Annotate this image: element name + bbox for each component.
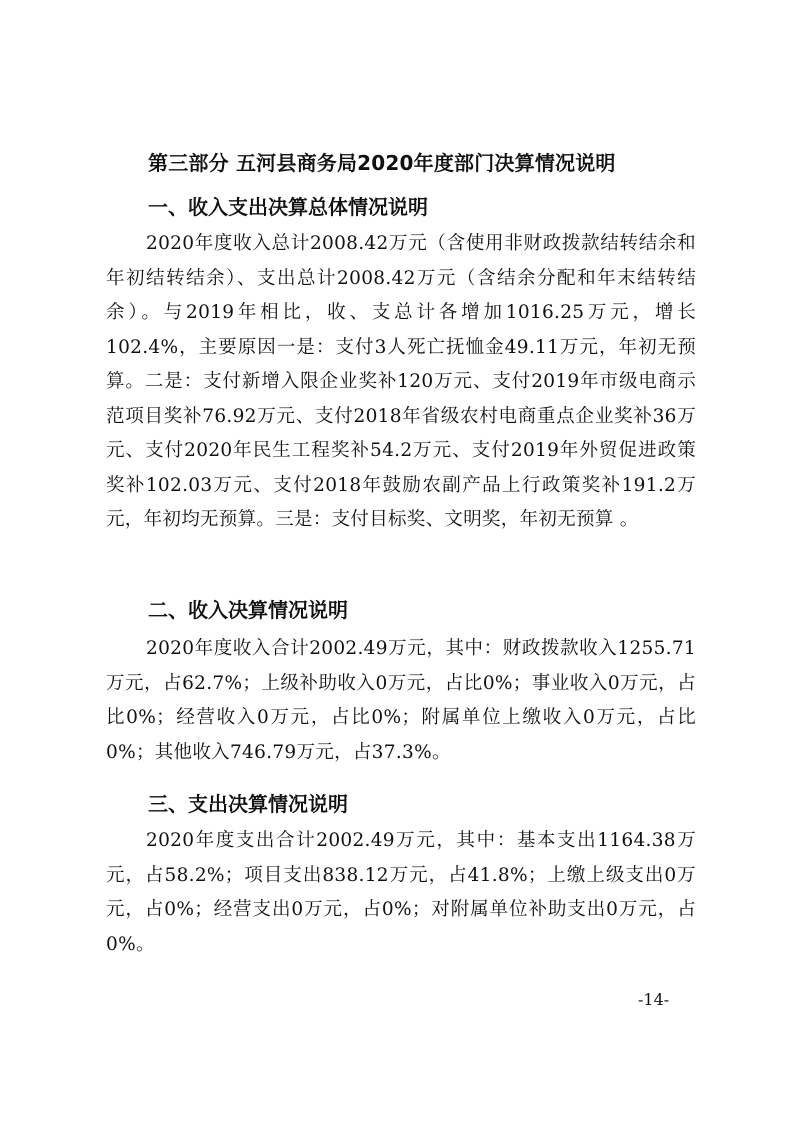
section-body-income: 2020年度收入合计2002.49万元，其中：财政拨款收入1255.71万元，占62.7%；上级补助收入0万元，占比0%；事业收入0万元，占比0%；经营收入0万元，占比0%；附属单位上缴收入0万元，占比0%；其他收入746.79万元，占37.3%。 — [106, 638, 696, 763]
section-heading-expenditure: 三、支出决算情况说明 — [148, 792, 348, 816]
section-body-expenditure: 2020年度支出合计2002.49万元，其中：基本支出1164.38万元，占58.2%；项目支出838.12万元，占41.8%；上缴上级支出0万元，占0%；经营支出0万元，占0%；对附属单位补助支出0万元，占0%。 — [106, 830, 696, 955]
section-heading-income: 二、收入决算情况说明 — [148, 598, 348, 622]
part-title: 第三部分 五河县商务局2020年度部门决算情况说明 — [148, 151, 616, 175]
section-heading-income-expense-overview: 一、收入支出决算总体情况说明 — [148, 195, 428, 219]
section-body-income-expense-overview: 2020年度收入总计2008.42万元（含使用非财政拨款结转结余和年初结转结余）、支出总计2008.42万元（含结余分配和年末结转结余）。与2019年相比，收、支总计各增加1016.25万元，增长102.4%，主要原因一是：支付3人死亡抚恤金49.11万元，年初无预算。二是：支付新增入限企业奖补120万元、支付2019年市级电商示范项目奖补76.92万元、支付2018年省级农村电商重点企业奖补36万元、支付2020年民生工程奖补54.2万元、支付2019年外贸促进政策奖补102.03万元、支付2018年鼓励农副产品上行政策奖补191.2万元，年初均无预算。三是：支付目标奖、文明奖，年初无预算 。 — [106, 233, 696, 530]
page-number: -14- — [638, 990, 670, 1009]
